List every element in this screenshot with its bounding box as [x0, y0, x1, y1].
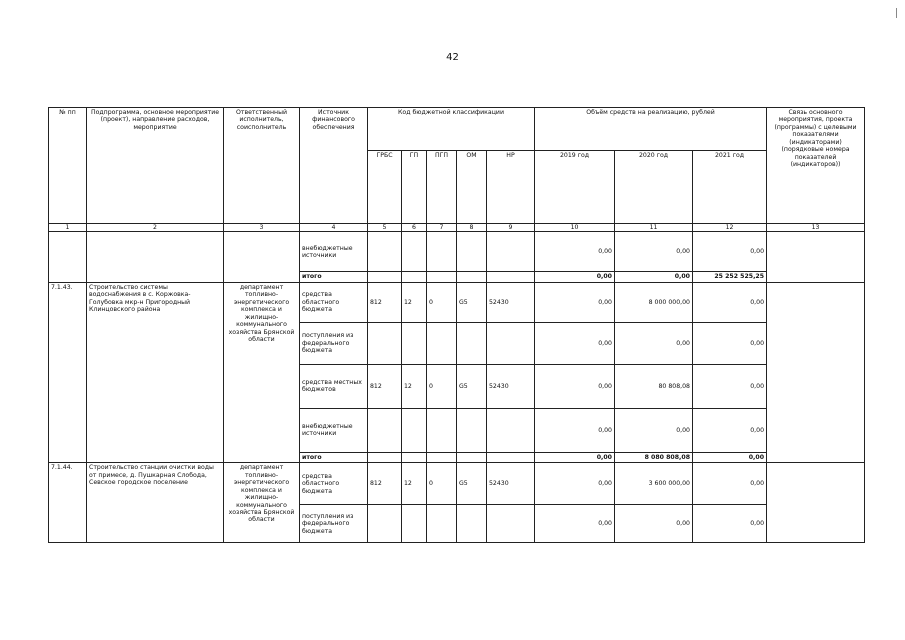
- cell-source: внебюджетные источники: [300, 232, 368, 272]
- col-number: 12: [693, 224, 767, 232]
- cell-source: итого: [300, 452, 368, 462]
- cell-nr: 52430: [487, 463, 535, 505]
- cell-pgp: 0: [427, 463, 457, 505]
- cell-empty: [49, 232, 87, 282]
- header-row-1: [49, 108, 865, 151]
- cell-source: итого: [300, 272, 368, 282]
- cell-2021: 0,00: [693, 452, 767, 462]
- cell-item-title: Строительство станции очистки воды от примесе, д. Пушкарная Слобода, Севское городское поселение: [87, 463, 224, 543]
- cell-2021: 0,00: [693, 282, 767, 322]
- table-row: [49, 463, 865, 505]
- col-number: 8: [457, 224, 487, 232]
- cell-2021: 0,00: [693, 364, 767, 408]
- col-number: 5: [368, 224, 402, 232]
- cell-2021: 0,00: [693, 408, 767, 452]
- cell-2020: 8 080 808,08: [615, 452, 693, 462]
- header-pgp: ПГП: [427, 151, 457, 224]
- cell-source: внебюджетные источники: [300, 408, 368, 452]
- table-row: [49, 232, 865, 272]
- col-number: 10: [535, 224, 615, 232]
- header-executor: Ответственный исполнитель, соисполнитель: [224, 108, 300, 224]
- cell-2019: 0,00: [535, 272, 615, 282]
- header-grbs: ГРБС: [368, 151, 402, 224]
- cell-empty: [767, 282, 865, 462]
- cell-2019: 0,00: [535, 408, 615, 452]
- cell-2020: 80 808,08: [615, 364, 693, 408]
- cell-2021: 0,00: [693, 232, 767, 272]
- cell-om: G5: [457, 463, 487, 505]
- cell-pgp: 0: [427, 364, 457, 408]
- header-program: Подпрограмма, основное мероприятие (проект), направление расходов, мероприятие: [87, 108, 224, 224]
- cell-2020: 0,00: [615, 408, 693, 452]
- cell-item-num: 7.1.44.: [49, 463, 87, 543]
- cell-nr: 52430: [487, 364, 535, 408]
- page-number: 42: [446, 52, 459, 63]
- cell-2020: 0,00: [615, 272, 693, 282]
- header-funding: Объём средств на реализацию, рублей: [535, 108, 767, 151]
- page-edge-mark: [896, 8, 897, 18]
- cell-2019: 0,00: [535, 463, 615, 505]
- cell-2019: 0,00: [535, 322, 615, 364]
- cell-source: поступления из федерального бюджета: [300, 322, 368, 364]
- cell-2020: 0,00: [615, 322, 693, 364]
- table-row: [49, 282, 865, 322]
- cell-2019: 0,00: [535, 282, 615, 322]
- cell-2021: 0,00: [693, 322, 767, 364]
- header-nr: НР: [487, 151, 535, 224]
- header-num: № пп: [49, 108, 87, 224]
- cell-om: G5: [457, 364, 487, 408]
- cell-source: средства местных бюджетов: [300, 364, 368, 408]
- header-2020: 2020 год: [615, 151, 693, 224]
- cell-empty: [87, 232, 224, 282]
- col-number: 9: [487, 224, 535, 232]
- cell-2019: 0,00: [535, 232, 615, 272]
- col-number: 1: [49, 224, 87, 232]
- header-link: Связь основного мероприятия, проекта (программы) с целевыми показателями (индикаторами) (порядковые номера показателей (индикаторов)): [767, 108, 865, 224]
- header-gp: ГП: [402, 151, 427, 224]
- cell-empty: [224, 232, 300, 282]
- col-number: 13: [767, 224, 865, 232]
- cell-2020: 8 000 000,00: [615, 282, 693, 322]
- cell-item-executor: департамент топливно-энергетического комплекса и жилищно-коммунального хозяйства Брянской области: [224, 282, 300, 462]
- cell-2020: 0,00: [615, 505, 693, 543]
- col-number: 4: [300, 224, 368, 232]
- col-number: 11: [615, 224, 693, 232]
- cell-empty: [767, 232, 865, 282]
- cell-item-executor: департамент топливно-энергетического комплекса и жилищно-коммунального хозяйства Брянской области: [224, 463, 300, 543]
- cell-grbs: 812: [368, 282, 402, 322]
- col-number: 2: [87, 224, 224, 232]
- cell-gp: 12: [402, 282, 427, 322]
- header-om: ОМ: [457, 151, 487, 224]
- header-source: Источник финансового обеспечения: [300, 108, 368, 224]
- cell-gp: 12: [402, 364, 427, 408]
- cell-gp: 12: [402, 463, 427, 505]
- cell-2021: 25 252 525,25: [693, 272, 767, 282]
- budget-table: [48, 107, 865, 543]
- cell-source: поступления из федерального бюджета: [300, 505, 368, 543]
- cell-item-num: 7.1.43.: [49, 282, 87, 462]
- cell-2021: 0,00: [693, 505, 767, 543]
- header-budget-code: Код бюджетной классификации: [368, 108, 535, 151]
- cell-grbs: 812: [368, 364, 402, 408]
- cell-2020: 3 600 000,00: [615, 463, 693, 505]
- col-number: 6: [402, 224, 427, 232]
- col-number: 3: [224, 224, 300, 232]
- cell-grbs: 812: [368, 463, 402, 505]
- header-2021: 2021 год: [693, 151, 767, 224]
- column-number-row: [49, 224, 865, 232]
- cell-item-title: Строительство системы водоснабжения в с. Коржовка-Голубовка мкр-н Пригородный Клинцовского района: [87, 282, 224, 462]
- cell-om: G5: [457, 282, 487, 322]
- header-2019: 2019 год: [535, 151, 615, 224]
- cell-2019: 0,00: [535, 505, 615, 543]
- cell-2021: 0,00: [693, 463, 767, 505]
- cell-pgp: 0: [427, 282, 457, 322]
- col-number: 7: [427, 224, 457, 232]
- cell-2019: 0,00: [535, 452, 615, 462]
- cell-2019: 0,00: [535, 364, 615, 408]
- cell-2020: 0,00: [615, 232, 693, 272]
- cell-empty: [767, 463, 865, 543]
- cell-source: средства областного бюджета: [300, 282, 368, 322]
- cell-nr: 52430: [487, 282, 535, 322]
- cell-source: средства областного бюджета: [300, 463, 368, 505]
